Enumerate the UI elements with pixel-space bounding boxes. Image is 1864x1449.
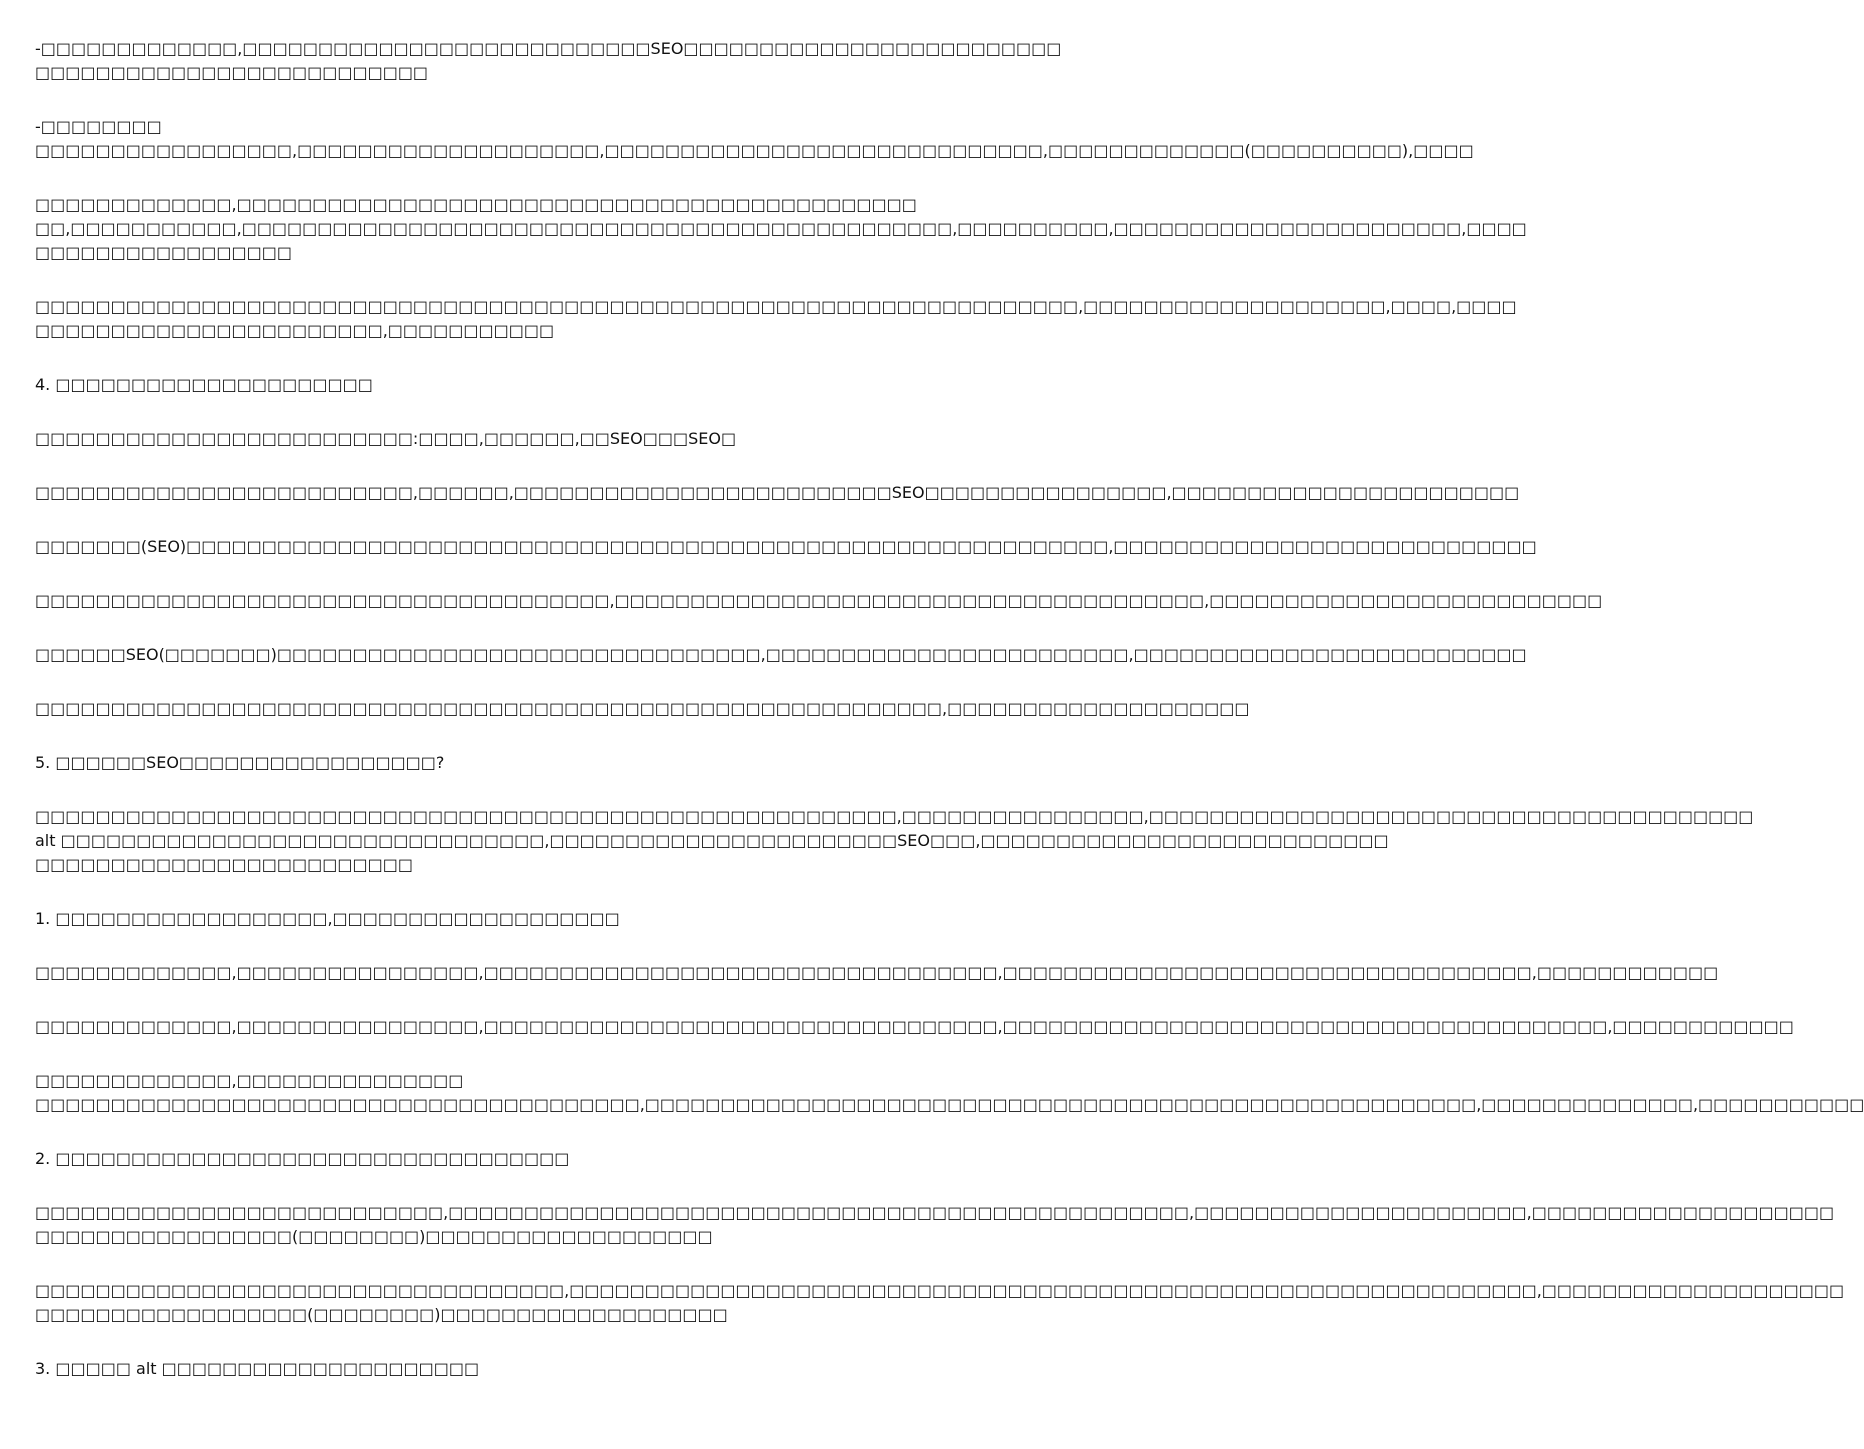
- text-line: -□□□□□□□□□□□□□,□□□□□□□□□□□□□□□□□□□□□□□□□□□SEO□□□□□□□□□□□□□□□□□□□□□□□□□: [35, 39, 1062, 58]
- text-line: □□□□□□□□□□□□□□□□□□(□□□□□□□□)□□□□□□□□□□□□□□□□□□□: [35, 1305, 728, 1324]
- paragraph: [35, 961, 1719, 985]
- text-line: 2. □□□□□□□□□□□□□□□□□□□□□□□□□□□□□□□□□□: [35, 1149, 570, 1168]
- text-line: □□□□□□□□□□□□□□□□□,□□□□□□□□□□□□□□□□□□□□,□□□□□□□□□□□□□□□□□□□□□□□□□□□□□,□□□□□□□□□□□□□(□□□□□□□□□□),□□□□: [35, 141, 1474, 160]
- paragraph: [35, 1201, 1835, 1249]
- paragraph: [35, 751, 990, 775]
- text-line: □□□□□□□□□□□□□□□□□□□□□□□□□,□□□□□□,□□□□□□□□□□□□□□□□□□□□□□□□□SEO□□□□□□□□□□□□□□□□,□□□□□□□□□□□□□□□□□□□□□□□: [35, 483, 1520, 502]
- text-line: 3. □□□□□ alt □□□□□□□□□□□□□□□□□□□□□: [35, 1359, 480, 1378]
- text-line: □□□□□□□□□□□□□,□□□□□□□□□□□□□□□□□□□□□□□□□□□□□□□□□□□□□□□□□□□□□: [35, 195, 917, 214]
- text-line: □□□□□□□□□□□□□□□□□□□□□□□,□□□□□□□□□□□: [35, 321, 555, 340]
- paragraph: [35, 37, 1062, 85]
- text-line: □□□□□□□□□□□□□□□□□□□□□□□□□□□□□□□□□□□□□□□□□□□□□□□□□□□□□□□□□□□□,□□□□□□□□□□□□□□□□□□□□: [35, 699, 1250, 718]
- paragraph: [35, 193, 1527, 265]
- text-line: □□□□□□□□□□□□□□□□□□□□□□□□□: [35, 855, 413, 874]
- text-line: □□□□□□□□□□□□□□□□□□□□□□□□□□□□□□□□□□□□□□□□□□□□□□□□□□□□□□□□□□□□□□□□□□□□□,□□□□□□□□□□□□□□□□□□□□,□□□□,□□□□: [35, 297, 1517, 316]
- paragraph: [35, 1069, 1864, 1117]
- paragraph: [35, 373, 990, 397]
- text-line: -□□□□□□□□: [35, 117, 162, 136]
- text-line: alt □□□□□□□□□□□□□□□□□□□□□□□□□□□□□□□□,□□□□□□□□□□□□□□□□□□□□□□□SEO□□□,□□□□□□□□□□□□□□□□□□□□□□□□□□□: [35, 831, 1389, 850]
- paragraph: [35, 1147, 990, 1171]
- text-line: □□□□□□□□□□□□□□□□□□□□□□□□□□□,□□□□□□□□□□□□□□□□□□□□□□□□□□□□□□□□□□□□□□□□□□□□□□□□□,□□□□□□□□□□□□□□□□□□□□□□,□□□□□□□□□□□□□□□□□□□□: [35, 1203, 1835, 1222]
- paragraph: [35, 1279, 1845, 1327]
- paragraph: [35, 1357, 990, 1381]
- text-line: □□,□□□□□□□□□□□,□□□□□□□□□□□□□□□□□□□□□□□□□□□□□□□□□□□□□□□□□□□□□□□,□□□□□□□□□□,□□□□□□□□□□□□□□□□□□□□□□□,□□□□: [35, 219, 1527, 238]
- text-line: □□□□□□□□□□□□□□□□□□□□□□□□□:□□□□,□□□□□□,□□SEO□□□SEO□: [35, 429, 737, 448]
- text-line: □□□□□□□□□□□□□□□□□□□□□□□□□□□□□□□□□□□,□□□□□□□□□□□□□□□□□□□□□□□□□□□□□□□□□□□□□□□□□□□□□□□□□□□□□□□□□□□□□□□□,□□□□□□□□□□□□□□□□□□□□: [35, 1281, 1845, 1300]
- text-line: □□□□□□□(SEO)□□□□□□□□□□□□□□□□□□□□□□□□□□□□□□□□□□□□□□□□□□□□□□□□□□□□□□□□□□□□□,□□□□□□□□□□□□□□□□□□□□□□□□□□□□: [35, 537, 1537, 556]
- text-line: □□□□□□□□□□□□□,□□□□□□□□□□□□□□□□,□□□□□□□□□□□□□□□□□□□□□□□□□□□□□□□□□□,□□□□□□□□□□□□□□□□□□□□□□□□□□□□□□□□□□□,□□□□□□□□□□□□: [35, 963, 1719, 982]
- paragraph: [35, 643, 1527, 667]
- paragraph: [35, 907, 990, 931]
- paragraph: [35, 481, 1520, 505]
- paragraph: [35, 805, 1754, 877]
- text-line: □□□□□□□□□□□□□□□□□(□□□□□□□□)□□□□□□□□□□□□□□□□□□□: [35, 1227, 713, 1246]
- paragraph: [35, 115, 1474, 163]
- document-body: [35, 37, 1864, 1411]
- text-line: □□□□□□□□□□□□□,□□□□□□□□□□□□□□□: [35, 1071, 464, 1090]
- text-line: 5. □□□□□□SEO□□□□□□□□□□□□□□□□□?: [35, 753, 445, 772]
- text-line: □□□□□□□□□□□□□□□□□□□□□□□□□□□□□□□□□□□□□□□□,□□□□□□□□□□□□□□□□□□□□□□□□□□□□□□□□□□□□□□□□□□□□□□□□□□□□□□□,□□□□□□□□□□□□□□,□□□□□□□□□□□: [35, 1095, 1864, 1114]
- paragraph: [35, 295, 1517, 343]
- text-line: 4. □□□□□□□□□□□□□□□□□□□□□: [35, 375, 373, 394]
- text-line: □□□□□□□□□□□□□□□□□□□□□□□□□□□□□□□□□□□□□□□□□□□□□□□□□□□□□□□□□,□□□□□□□□□□□□□□□□,□□□□□□□□□□□□□□□□□□□□□□□□□□□□□□□□□□□□□□□□: [35, 807, 1754, 826]
- text-line: □□□□□□SEO(□□□□□□□)□□□□□□□□□□□□□□□□□□□□□□□□□□□□□□□□,□□□□□□□□□□□□□□□□□□□□□□□□,□□□□□□□□□□□□□□□□□□□□□□□□□□: [35, 645, 1527, 664]
- paragraph: [35, 535, 1537, 559]
- paragraph: [35, 1015, 1794, 1039]
- paragraph: [35, 697, 1250, 721]
- paragraph: [35, 589, 1603, 613]
- paragraph: [35, 427, 990, 451]
- text-line: 1. □□□□□□□□□□□□□□□□□□,□□□□□□□□□□□□□□□□□□□: [35, 909, 620, 928]
- text-line: □□□□□□□□□□□□□□□□□□□□□□□□□□: [35, 63, 429, 82]
- text-line: □□□□□□□□□□□□□,□□□□□□□□□□□□□□□□,□□□□□□□□□□□□□□□□□□□□□□□□□□□□□□□□□□,□□□□□□□□□□□□□□□□□□□□□□□□□□□□□□□□□□□□□□□□,□□□□□□□□□□□□: [35, 1017, 1794, 1036]
- text-line: □□□□□□□□□□□□□□□□□: [35, 243, 292, 262]
- text-line: □□□□□□□□□□□□□□□□□□□□□□□□□□□□□□□□□□□□□□,□□□□□□□□□□□□□□□□□□□□□□□□□□□□□□□□□□□□□□□,□□□□□□□□□□□□□□□□□□□□□□□□□□: [35, 591, 1603, 610]
